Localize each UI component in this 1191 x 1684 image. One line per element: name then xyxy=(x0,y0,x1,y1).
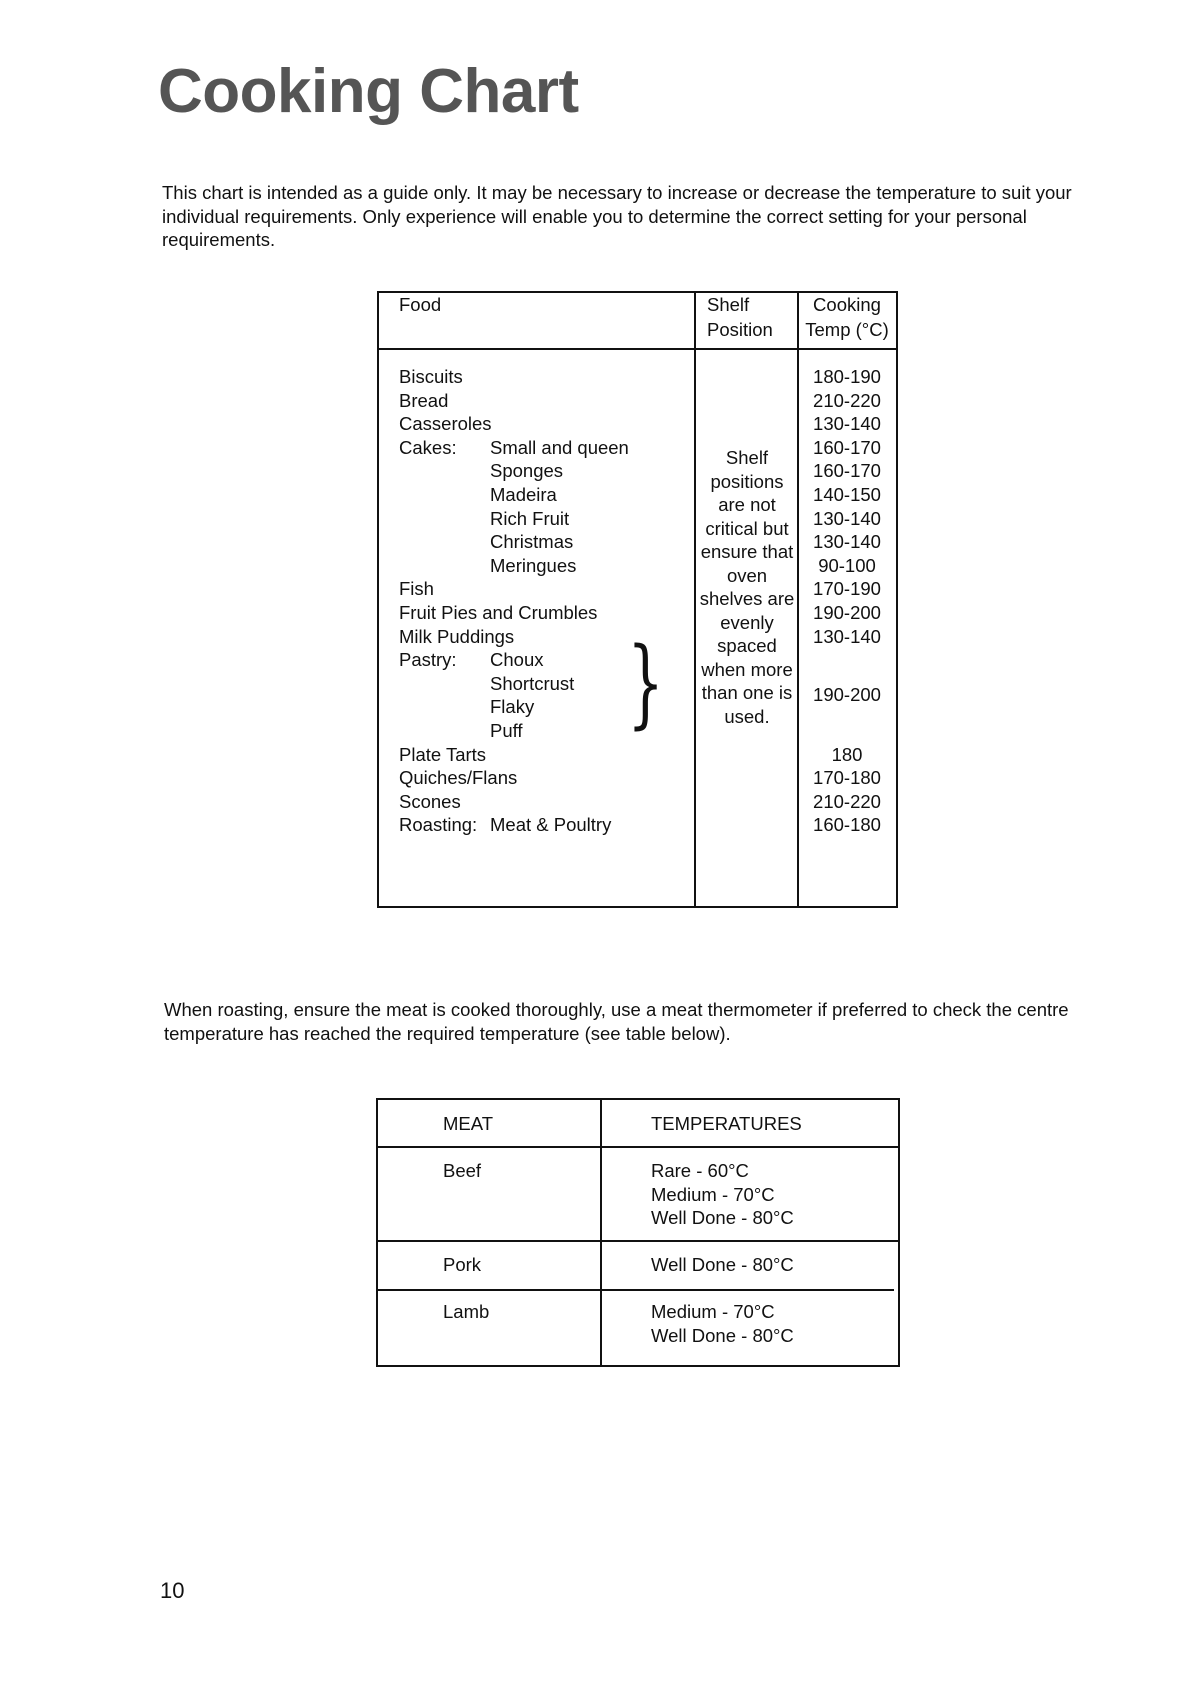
header-temp: Temp (°C) xyxy=(805,319,889,340)
food-item: Shortcrust xyxy=(490,672,575,694)
food-item: Puff xyxy=(490,720,523,741)
food-item: Meat & Poultry xyxy=(490,814,612,836)
meat-temperature: Well Done - 80°C xyxy=(651,1324,794,1346)
food-temp: 170-180 xyxy=(813,767,881,789)
meat-temperature: Rare - 60°C xyxy=(651,1160,749,1181)
meat-temperature: Medium - 70°C xyxy=(651,1301,775,1322)
food-temp: 180 xyxy=(831,743,863,765)
meat-name: Pork xyxy=(443,1254,482,1275)
row-divider xyxy=(378,1240,898,1242)
food-item: Meringues xyxy=(490,554,577,576)
cooking-chart-table xyxy=(377,291,898,908)
food-item: Rich Fruit xyxy=(490,507,570,529)
shelf-position-note: Shelf positions are not critical but ensure that oven shelves are evenly spaced when more than one is used. xyxy=(699,447,795,727)
row-divider xyxy=(378,1146,898,1148)
meat-name: Beef xyxy=(443,1160,482,1181)
food-category: Casseroles xyxy=(399,413,492,435)
food-temp: 160-170 xyxy=(813,436,881,458)
food-category: Fruit Pies and Crumbles xyxy=(399,602,598,623)
meat-temperature-table xyxy=(376,1098,900,1367)
intro-paragraph: This chart is intended as a guide only. It may be necessary to increase or decrease the temperature to suit your individual requirements. Only experience will enable you to determine the correct setting for your personal requirements. xyxy=(162,182,1072,250)
brace-icon: } xyxy=(627,627,664,739)
food-category: Scones xyxy=(399,790,461,812)
column-divider xyxy=(600,1100,602,1365)
food-item: Christmas xyxy=(490,531,574,553)
food-item: Choux xyxy=(490,649,544,671)
header-shelf: Shelf xyxy=(707,294,750,315)
header-position: Position xyxy=(707,319,773,340)
meat-temperature: Well Done - 80°C xyxy=(651,1254,794,1275)
food-temp: 180-190 xyxy=(813,366,881,387)
food-temp: 130-140 xyxy=(813,507,881,529)
meat-name: Lamb xyxy=(443,1301,490,1322)
food-item: Flaky xyxy=(490,696,535,718)
header-cooking: Cooking xyxy=(813,294,881,315)
food-item: Madeira xyxy=(490,484,557,505)
food-category: Biscuits xyxy=(399,366,463,387)
meat-temperature: Well Done - 80°C xyxy=(651,1207,794,1229)
pastry-temp: 190-200 xyxy=(813,684,881,705)
food-temp: 130-140 xyxy=(813,531,881,553)
roasting-note: When roasting, ensure the meat is cooked thoroughly, use a meat thermometer if preferred to check the centre temperature has reached the required temperature (see table below). xyxy=(164,999,1069,1044)
food-category: Pastry: xyxy=(399,649,457,671)
food-category: Fish xyxy=(399,578,434,600)
header-divider xyxy=(379,348,896,350)
food-temp: 170-190 xyxy=(813,578,881,600)
food-temp: 140-150 xyxy=(813,484,881,505)
food-temp: 210-220 xyxy=(813,790,881,812)
food-category: Plate Tarts xyxy=(399,743,487,765)
food-temp: 190-200 xyxy=(813,602,881,623)
food-temp: 90-100 xyxy=(818,554,876,576)
food-category: Milk Puddings xyxy=(399,625,515,647)
food-temp: 160-180 xyxy=(813,814,881,836)
header-meat: MEAT xyxy=(443,1113,494,1134)
food-temp: 210-220 xyxy=(813,389,881,411)
food-item: Small and queen xyxy=(490,436,629,458)
page-number: 10 xyxy=(160,1578,185,1603)
header-temperatures: TEMPERATURES xyxy=(651,1113,802,1134)
row-divider xyxy=(378,1289,894,1291)
food-category: Quiches/Flans xyxy=(399,767,518,789)
food-category: Bread xyxy=(399,389,449,411)
meat-temperature: Medium - 70°C xyxy=(651,1183,775,1205)
food-category: Roasting: xyxy=(399,814,478,836)
food-temp: 130-140 xyxy=(813,625,881,647)
food-temp: 160-170 xyxy=(813,460,881,482)
column-divider xyxy=(694,293,696,906)
food-category: Cakes: xyxy=(399,436,457,458)
food-temp: 130-140 xyxy=(813,413,881,435)
food-item: Sponges xyxy=(490,460,564,482)
header-food: Food xyxy=(399,294,442,315)
page-title: Cooking Chart xyxy=(158,57,579,126)
